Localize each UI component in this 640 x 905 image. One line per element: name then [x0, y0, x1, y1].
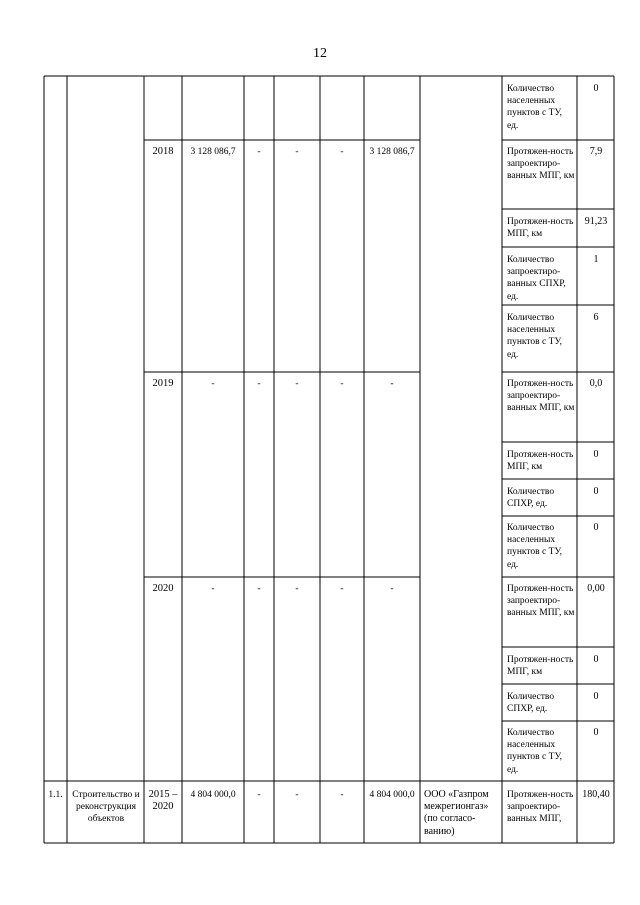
measure-name: Строительство и реконструкция объектов	[72, 790, 140, 825]
indicator-label: Протяжен-ность МПГ, км	[507, 217, 574, 240]
year-cell: 2018	[152, 146, 174, 157]
indicator-value: 0	[593, 691, 599, 702]
indicator-value: 1	[593, 254, 599, 265]
regional-cell: -	[295, 379, 299, 389]
local-cell: -	[340, 147, 344, 157]
indicator-value: 0	[593, 727, 599, 738]
page-number: 12	[313, 46, 327, 61]
indicator-label: Протяжен-ность запроектиро-ванных МПГ, км	[507, 584, 575, 619]
indicator-label: Количество СПХР, ед.	[507, 487, 555, 510]
total-cell: 3 128 086,7	[190, 147, 236, 157]
indicator-value: 180,40	[582, 789, 610, 800]
federal-cell: -	[257, 584, 261, 594]
local-cell: -	[340, 379, 344, 389]
indicator-value: 6	[593, 312, 599, 323]
indicator-value: 7,9	[589, 146, 603, 157]
executor-cell: ООО «Газпром межрегионгаз» (по согласо-ванию)	[424, 789, 489, 837]
local-cell: -	[340, 584, 344, 594]
extra-cell: -	[390, 379, 394, 389]
total-cell: -	[211, 584, 215, 594]
regional-cell: -	[295, 790, 299, 800]
indicator-value: 91,23	[584, 216, 608, 227]
total-cell: -	[211, 379, 215, 389]
regional-cell: -	[295, 584, 299, 594]
indicator-label: Протяжен-ность запроектиро-ванных МПГ,	[507, 790, 574, 825]
extra-cell: 4 804 000,0	[369, 790, 415, 800]
indicator-label: Протяжен-ность МПГ, км	[507, 450, 574, 473]
total-cell: 4 804 000,0	[190, 790, 236, 800]
regional-cell: -	[295, 147, 299, 157]
federal-cell: -	[257, 379, 261, 389]
row-number: 1.1.	[48, 790, 63, 800]
extra-cell: -	[390, 584, 394, 594]
indicator-label: Количество СПХР, ед.	[507, 692, 555, 715]
local-cell: -	[340, 790, 344, 800]
indicator-label: Протяжен-ность запроектиро-ванных МПГ, км	[507, 379, 575, 414]
indicator-value: 0	[593, 449, 599, 460]
indicator-label: Количество запроектиро-ванных СПХР, ед.	[507, 255, 566, 302]
extra-cell: 3 128 086,7	[369, 147, 415, 157]
indicator-label: Количество населенных пунктов с ТУ, ед.	[507, 313, 562, 360]
indicator-label: Количество населенных пунктов с ТУ, ед.	[507, 728, 562, 775]
indicator-label: Протяжен-ность запроектиро-ванных МПГ, км	[507, 147, 575, 182]
year-cell: 2020	[152, 583, 174, 594]
indicator-value: 0,0	[589, 378, 603, 389]
federal-cell: -	[257, 790, 261, 800]
indicator-label: Протяжен-ность МПГ, км	[507, 655, 574, 678]
period-cell: 2015 – 2020	[148, 789, 178, 813]
federal-cell: -	[257, 147, 261, 157]
year-cell: 2019	[152, 378, 174, 389]
indicator-value: 0	[593, 522, 599, 533]
indicator-label: Количество населенных пунктов с ТУ, ед.	[507, 523, 562, 570]
indicator-value: 0	[593, 654, 599, 665]
indicator-value: 0,00	[587, 583, 605, 594]
indicator-value: 0	[593, 486, 599, 497]
indicator-value: 0	[593, 83, 599, 94]
indicator-label: Количество населенных пунктов с ТУ, ед.	[507, 84, 562, 131]
